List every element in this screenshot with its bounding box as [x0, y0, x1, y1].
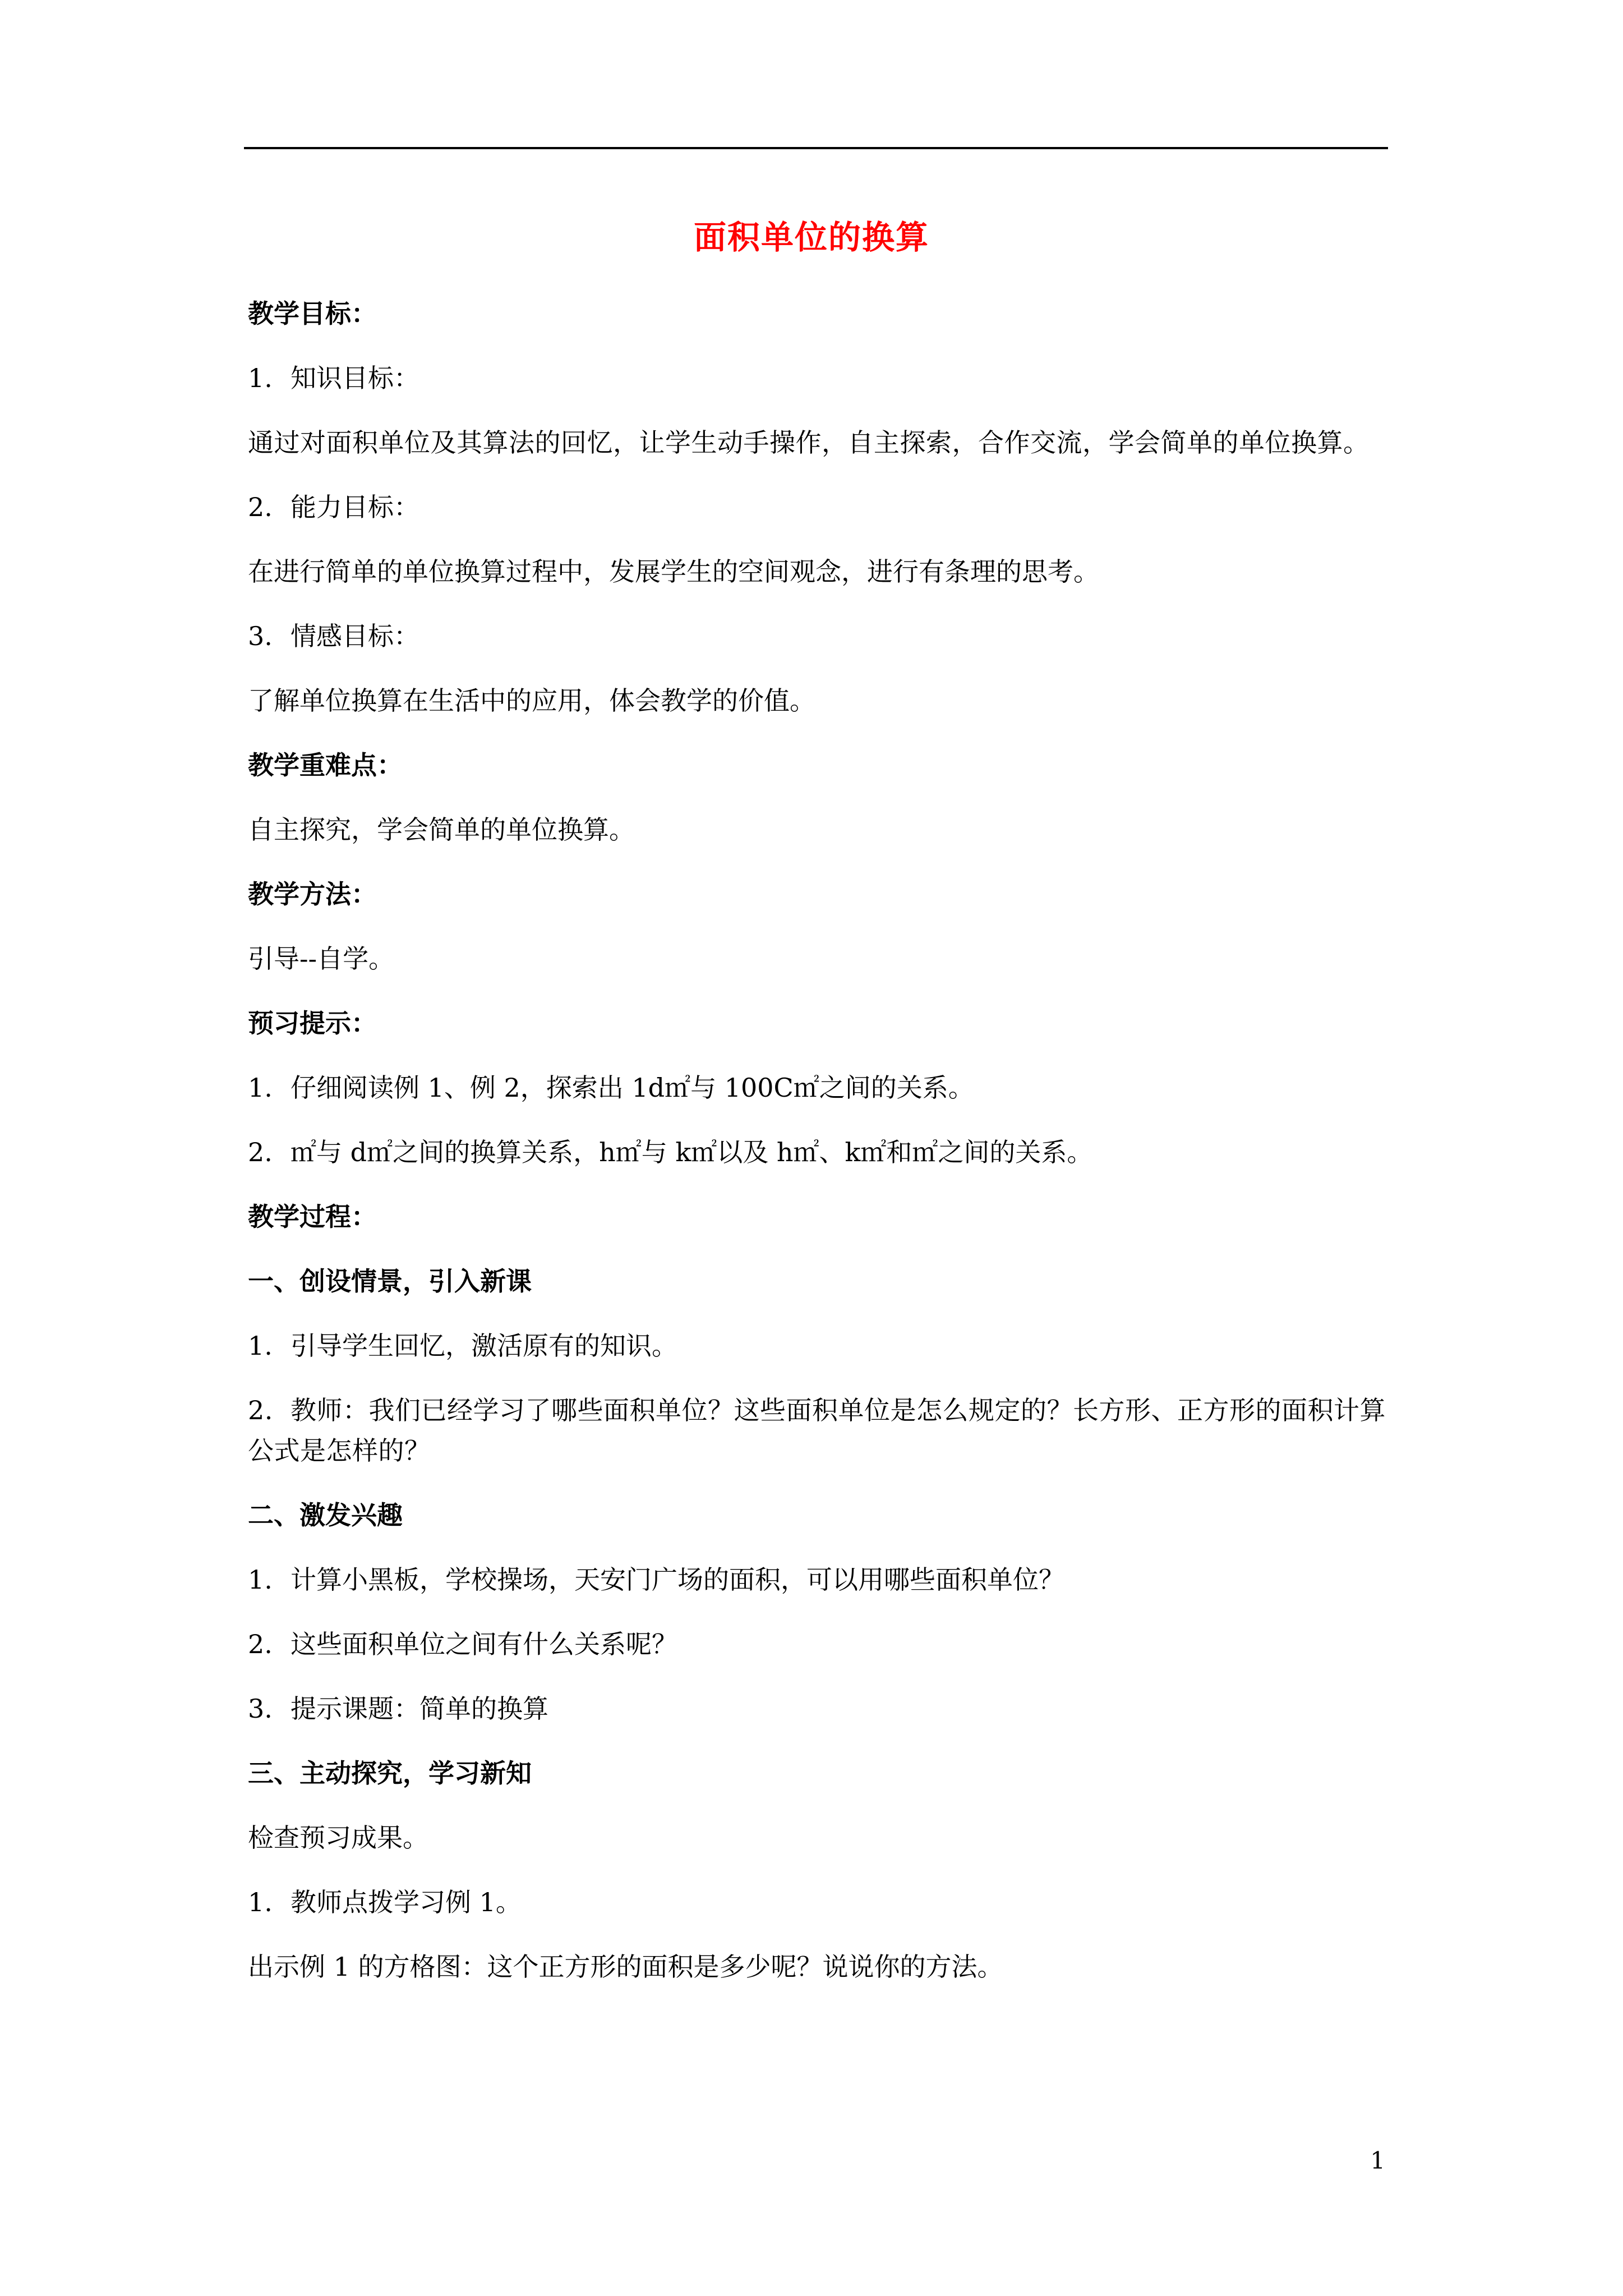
goal-3-number: 3. — [248, 621, 273, 651]
section-2-item-3-number: 3. — [248, 1694, 273, 1724]
preview-item-2-number: 2. — [248, 1137, 273, 1167]
goal-1-label: 知识目标： — [291, 363, 419, 393]
key-points-text: 自主探究，学会简单的单位换算。 — [248, 815, 635, 845]
goals-heading: 教学目标： — [248, 298, 377, 329]
goal-1-text: 通过对面积单位及其算法的回忆，让学生动手操作，自主探索，合作交流，学会简单的单位换算。 — [248, 427, 1370, 458]
preview-item-2-text: ㎡与 d㎡之间的换算关系，h㎡与 k㎡以及 h㎡、k㎡和㎡之间的关系。 — [291, 1137, 1093, 1167]
goal-2-text: 在进行简单的单位换算过程中，发展学生的空间观念，进行有条理的思考。 — [248, 556, 1099, 587]
section-1-item-1 — [248, 1326, 1392, 1366]
section-1-item-1-number: 1. — [248, 1331, 273, 1361]
key-points-heading: 教学重难点： — [248, 750, 403, 780]
goal-1-label-line — [248, 358, 1392, 398]
section-2-item-2-number: 2. — [248, 1629, 273, 1659]
section-2-heading: 二、激发兴趣 — [248, 1500, 403, 1530]
goal-3-text: 了解单位换算在生活中的应用，体会教学的价值。 — [248, 685, 815, 716]
goal-3-label: 情感目标： — [291, 621, 419, 651]
section-3-item-1-text: 教师点拨学习例 1。 — [291, 1887, 522, 1917]
process-heading: 教学过程： — [248, 1202, 377, 1232]
section-3-heading: 三、主动探究，学习新知 — [248, 1758, 532, 1788]
preview-heading: 预习提示： — [248, 1008, 377, 1038]
section-2-item-3-text: 提示课题：简单的换算 — [291, 1694, 548, 1724]
preview-item-1-text: 仔细阅读例 1、例 2，探索出 1d㎡与 100C㎡之间的关系。 — [291, 1073, 974, 1103]
goal-2-label-line — [248, 487, 1392, 527]
section-3-item-1-detail: 出示例 1 的方格图：这个正方形的面积是多少呢？说说你的方法。 — [248, 1952, 1003, 1982]
section-3-item-1-number: 1. — [248, 1887, 273, 1917]
goal-1-number: 1. — [248, 363, 273, 393]
section-1-heading: 一、创设情景，引入新课 — [248, 1266, 532, 1296]
section-3-intro: 检查预习成果。 — [248, 1823, 428, 1853]
method-heading: 教学方法： — [248, 879, 377, 909]
section-3-item-1 — [248, 1882, 1392, 1922]
preview-item-2 — [248, 1132, 1392, 1172]
section-1-item-1-text: 引导学生回忆，激活原有的知识。 — [291, 1331, 677, 1361]
section-2-item-1 — [248, 1559, 1392, 1600]
section-2-item-3 — [248, 1688, 1392, 1729]
section-2-item-1-text: 计算小黑板，学校操场，天安门广场的面积，可以用哪些面积单位？ — [291, 1565, 1064, 1595]
goal-2-label: 能力目标： — [291, 492, 419, 522]
goal-3-label-line — [248, 616, 1392, 656]
method-text: 引导--自学。 — [248, 944, 395, 974]
page-number: 1 — [1370, 2147, 1385, 2174]
section-1-item-2-number: 2. — [248, 1395, 273, 1425]
section-1-item-2-text: 教师：我们已经学习了哪些面积单位？这些面积单位是怎么规定的？长方形、正方形的面积计算公式是怎样的？ — [248, 1395, 1386, 1466]
document-title: 面积单位的换算 — [693, 218, 929, 256]
document-body — [248, 293, 1392, 2011]
goal-2-number: 2. — [248, 492, 273, 522]
preview-item-1-number: 1. — [248, 1073, 273, 1103]
section-2-item-1-number: 1. — [248, 1565, 273, 1595]
section-2-item-2 — [248, 1624, 1392, 1664]
section-1-item-2 — [248, 1390, 1392, 1471]
preview-item-1 — [248, 1068, 1392, 1108]
header-rule — [244, 147, 1388, 149]
section-2-item-2-text: 这些面积单位之间有什么关系呢？ — [291, 1629, 677, 1659]
